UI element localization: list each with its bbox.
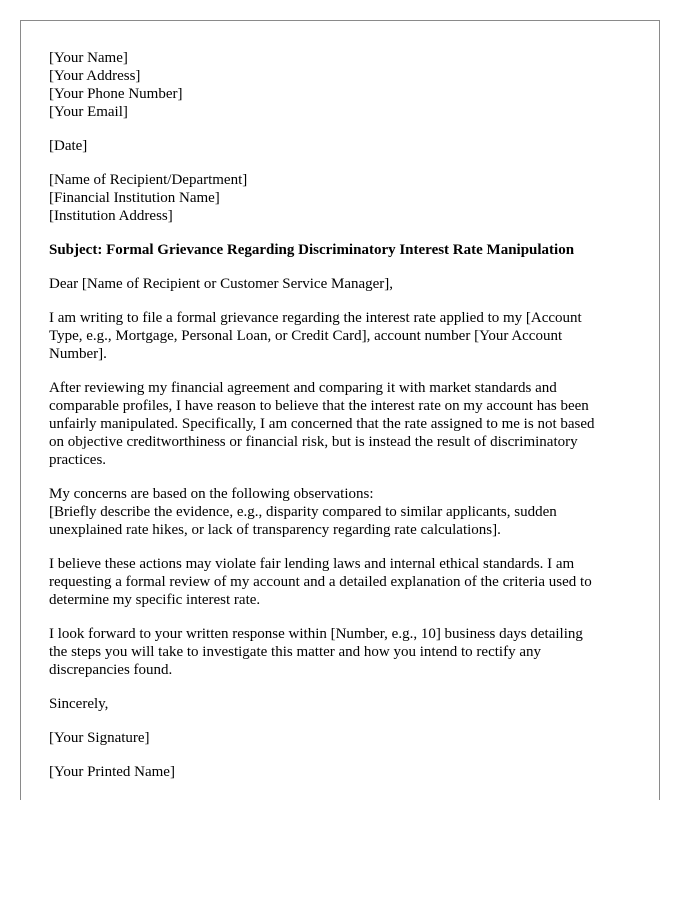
institution-name: [Financial Institution Name] (49, 190, 220, 206)
salutation: Dear [Name of Recipient or Customer Service Manager], (49, 276, 394, 292)
date-block (49, 137, 644, 155)
letter-date: [Date] (49, 138, 88, 154)
signature-placeholder: [Your Signature] (49, 730, 150, 746)
body-line: I believe these actions may violate fair lending laws and internal ethical standards. I am (49, 556, 575, 572)
body-paragraph-2 (49, 379, 644, 469)
recipient-name: [Name of Recipient/Department] (49, 172, 248, 188)
body-paragraph-3 (49, 485, 644, 539)
body-line: I am writing to file a formal grievance regarding the interest rate applied to my [Account (49, 310, 582, 326)
body-line: discrepancies found. (49, 662, 173, 678)
body-line: After reviewing my financial agreement and comparing it with market standards and (49, 380, 557, 396)
body-line: requesting a formal review of my account and a detailed explanation of the criteria used to (49, 574, 592, 590)
body-line: on objective creditworthiness or financial risk, but is instead the result of discriminatory (49, 434, 578, 450)
body-line: unexplained rate hikes, or lack of transparency regarding rate calculations]. (49, 522, 501, 538)
body-line: Type, e.g., Mortgage, Personal Loan, or Credit Card], account number [Your Account (49, 328, 563, 344)
body-line: unfairly manipulated. Specifically, I am concerned that the rate assigned to me is not based (49, 416, 595, 432)
body-line: practices. (49, 452, 107, 468)
institution-address: [Institution Address] (49, 208, 173, 224)
body-paragraph-4 (49, 555, 644, 609)
body-paragraph-5 (49, 625, 644, 679)
sender-address: [Your Address] (49, 68, 141, 84)
body-line: the steps you will take to investigate this matter and how you intend to rectify any (49, 644, 541, 660)
subject-line: Subject: Formal Grievance Regarding Discriminatory Interest Rate Manipulation (49, 242, 575, 258)
printed-name: [Your Printed Name] (49, 764, 175, 780)
sender-phone: [Your Phone Number] (49, 86, 183, 102)
sender-block (49, 49, 644, 121)
sender-email: [Your Email] (49, 104, 128, 120)
body-line: comparable profiles, I have reason to believe that the interest rate on my account has been (49, 398, 589, 414)
closing: Sincerely, (49, 696, 109, 712)
body-line: My concerns are based on the following observations: (49, 486, 374, 502)
sender-name: [Your Name] (49, 50, 128, 66)
body-line: Number]. (49, 346, 107, 362)
recipient-block (49, 171, 644, 225)
body-line: determine my specific interest rate. (49, 592, 261, 608)
body-line: I look forward to your written response within [Number, e.g., 10] business days detailing (49, 626, 583, 642)
body-line: [Briefly describe the evidence, e.g., disparity compared to similar applicants, sudden (49, 504, 557, 520)
body-paragraph-1 (49, 309, 644, 363)
letter-content (49, 49, 644, 797)
letter-page (20, 20, 660, 800)
